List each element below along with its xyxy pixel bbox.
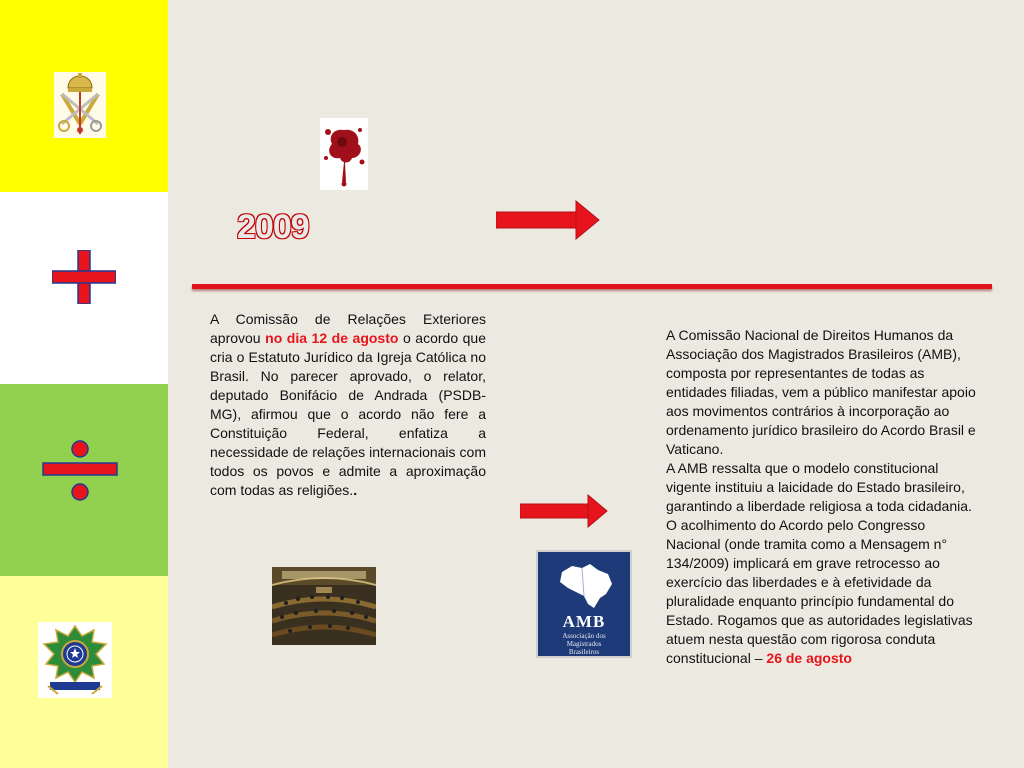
blood-splatter-image: [320, 118, 368, 190]
arrow-right-icon: [496, 200, 600, 240]
division-sign-icon: [42, 440, 118, 502]
timeline-divider: [192, 284, 992, 289]
right-date-highlight: 26 de agosto: [766, 650, 852, 666]
left-text-before: A Comissão de Relações Exteriores aprovou: [210, 311, 486, 346]
left-date-highlight: no dia 12 de agosto: [265, 330, 399, 346]
brazil-map-icon: [552, 560, 616, 612]
vatican-coat-of-arms-icon: [54, 72, 106, 138]
right-paragraph: [666, 326, 976, 668]
left-text-trailing: .: [353, 482, 358, 498]
arrow-right-icon: [520, 494, 608, 528]
red-cross-plus-icon: [52, 250, 116, 304]
right-paragraph-1: A Comissão Nacional de Direitos Humanos da Associação dos Magistrados Brasileiros (AMB), composta por representantes de todas as entidades filiadas, vem a público manifestar apoio aos movimentos contrários à incorporação ao ordenamento jurídico brasileiro do Acordo Brasil e Vaticano.: [666, 327, 976, 457]
right-paragraph-2: A AMB ressalta que o modelo constitucional vigente instituiu a laicidade do Estado brasileiro, garantindo a liberdade religiosa a toda cidadania. O acolhimento do Acordo pelo Congresso Nacional (onde tramita como a Mensagem n° 134/2009) implicará em grave retrocesso ao exercício das liberdades e à efetividade da pluralidade enquanto princípio fundamental do Estado. Rogamos que as autoridades legislativas atuem nesta questão com rigorosa conduta constitucional –: [666, 460, 973, 666]
chamber-of-deputies-photo: [272, 567, 376, 645]
year-heading: 2009: [237, 208, 309, 246]
amb-logo: [536, 550, 632, 658]
amb-logo-subtitle: Associação dos Magistrados Brasileiros: [562, 632, 606, 656]
left-paragraph: [210, 310, 486, 500]
left-text-after: o acordo que cria o Estatuto Jurídico da Igreja Católica no Brasil. No parecer aprovado, o relator, deputado Bonifácio de Andrada (PSDB-MG), afirmou que o acordo não fere a Constituição Federal, enfatiza a necessidade de relações internacionais com todos os povos e admite a aproximação com todas as religiões.: [210, 330, 487, 498]
brazil-coat-of-arms-icon: [38, 622, 112, 698]
amb-logo-name: AMB: [562, 612, 606, 631]
